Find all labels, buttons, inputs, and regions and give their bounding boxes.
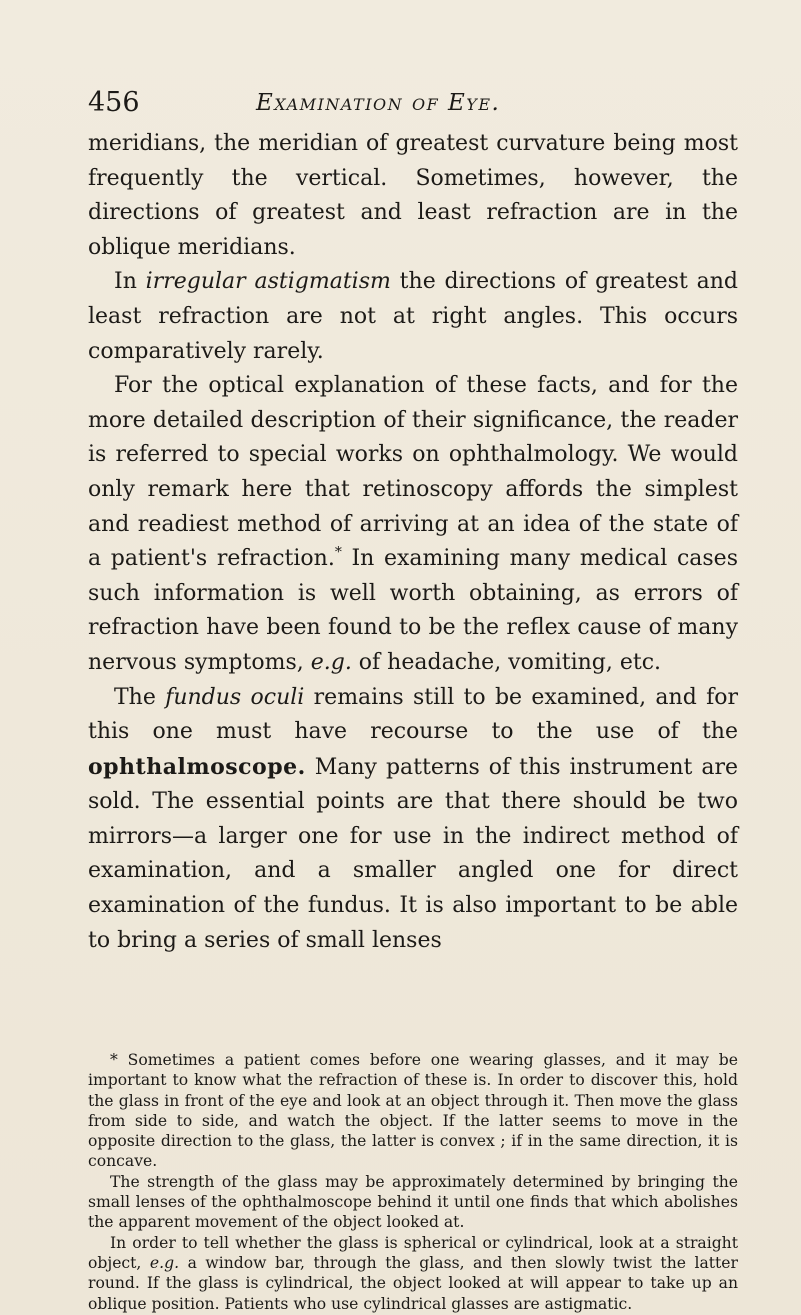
page-number: 456 (88, 87, 140, 118)
paragraph-1: meridians, the meridian of greatest curvature being most frequently the vertical. Sometimes, however, the directions of greatest and least refraction are in the oblique meridians. (88, 131, 738, 260)
term-fundus-oculi: fundus oculi (165, 684, 305, 710)
page-header (88, 86, 738, 126)
paragraph-4: The fundus oculi remains still to be examined, and for this one must have recourse to the use of the ophthalmoscope. Many patterns of this instrument are sold. The essential points are that there should be two mirrors—a larger one for use in the indirect method of examination, and a smaller angled one for direct examination of the fundus. It is also important to be able to bring a series of small lenses (88, 684, 738, 953)
footnote-2: The strength of the glass may be approximately determined by bringing the small lenses of the ophthalmoscope behind it until one finds that which abolishes the apparent movement of the object looked at. (88, 1172, 738, 1232)
running-title: Examination of Eye. (256, 90, 501, 116)
footnote-3: In order to tell whether the glass is spherical or cylindrical, look at a straight object, e.g. a window bar, through the glass, and then slowly twist the latter round. If the glass is cylindrical, the object looked at will appear to take up an oblique position. Patients who use cylindrical glasses are astigmatic. (88, 1233, 738, 1313)
footnote-1: * Sometimes a patient comes before one wearing glasses, and it may be important to know what the refraction of these is. In order to discover this, hold the glass in front of the eye and look at an object through it. Then move the glass from side to side, and watch the object. If the latter seems to move in the opposite direction to the glass, the latter is convex ; if in the same direction, it is concave. (88, 1051, 738, 1171)
paragraph-3: For the optical explanation of these facts, and for the more detailed description of their significance, the reader is referred to special works on ophthalmology. We would only remark here that retinoscopy affords the simplest and readiest method of arriving at an idea of the state of a patient's refraction.* In examining many medical cases such information is well worth obtaining, as errors of refraction have been found to be the reflex cause of many nervous symptoms, e.g. of headache, vomiting, etc. (88, 373, 738, 675)
footnote-reference: * (334, 544, 342, 561)
term-irregular-astigmatism: irregular astigmatism (145, 269, 391, 295)
body-text (88, 127, 738, 958)
footnotes (88, 1050, 738, 1314)
paragraph-2: In irregular astigmatism the directions of greatest and least refraction are not at right angles. This occurs comparatively rarely. (88, 269, 738, 364)
term-ophthalmoscope: ophthalmoscope. (88, 753, 306, 780)
